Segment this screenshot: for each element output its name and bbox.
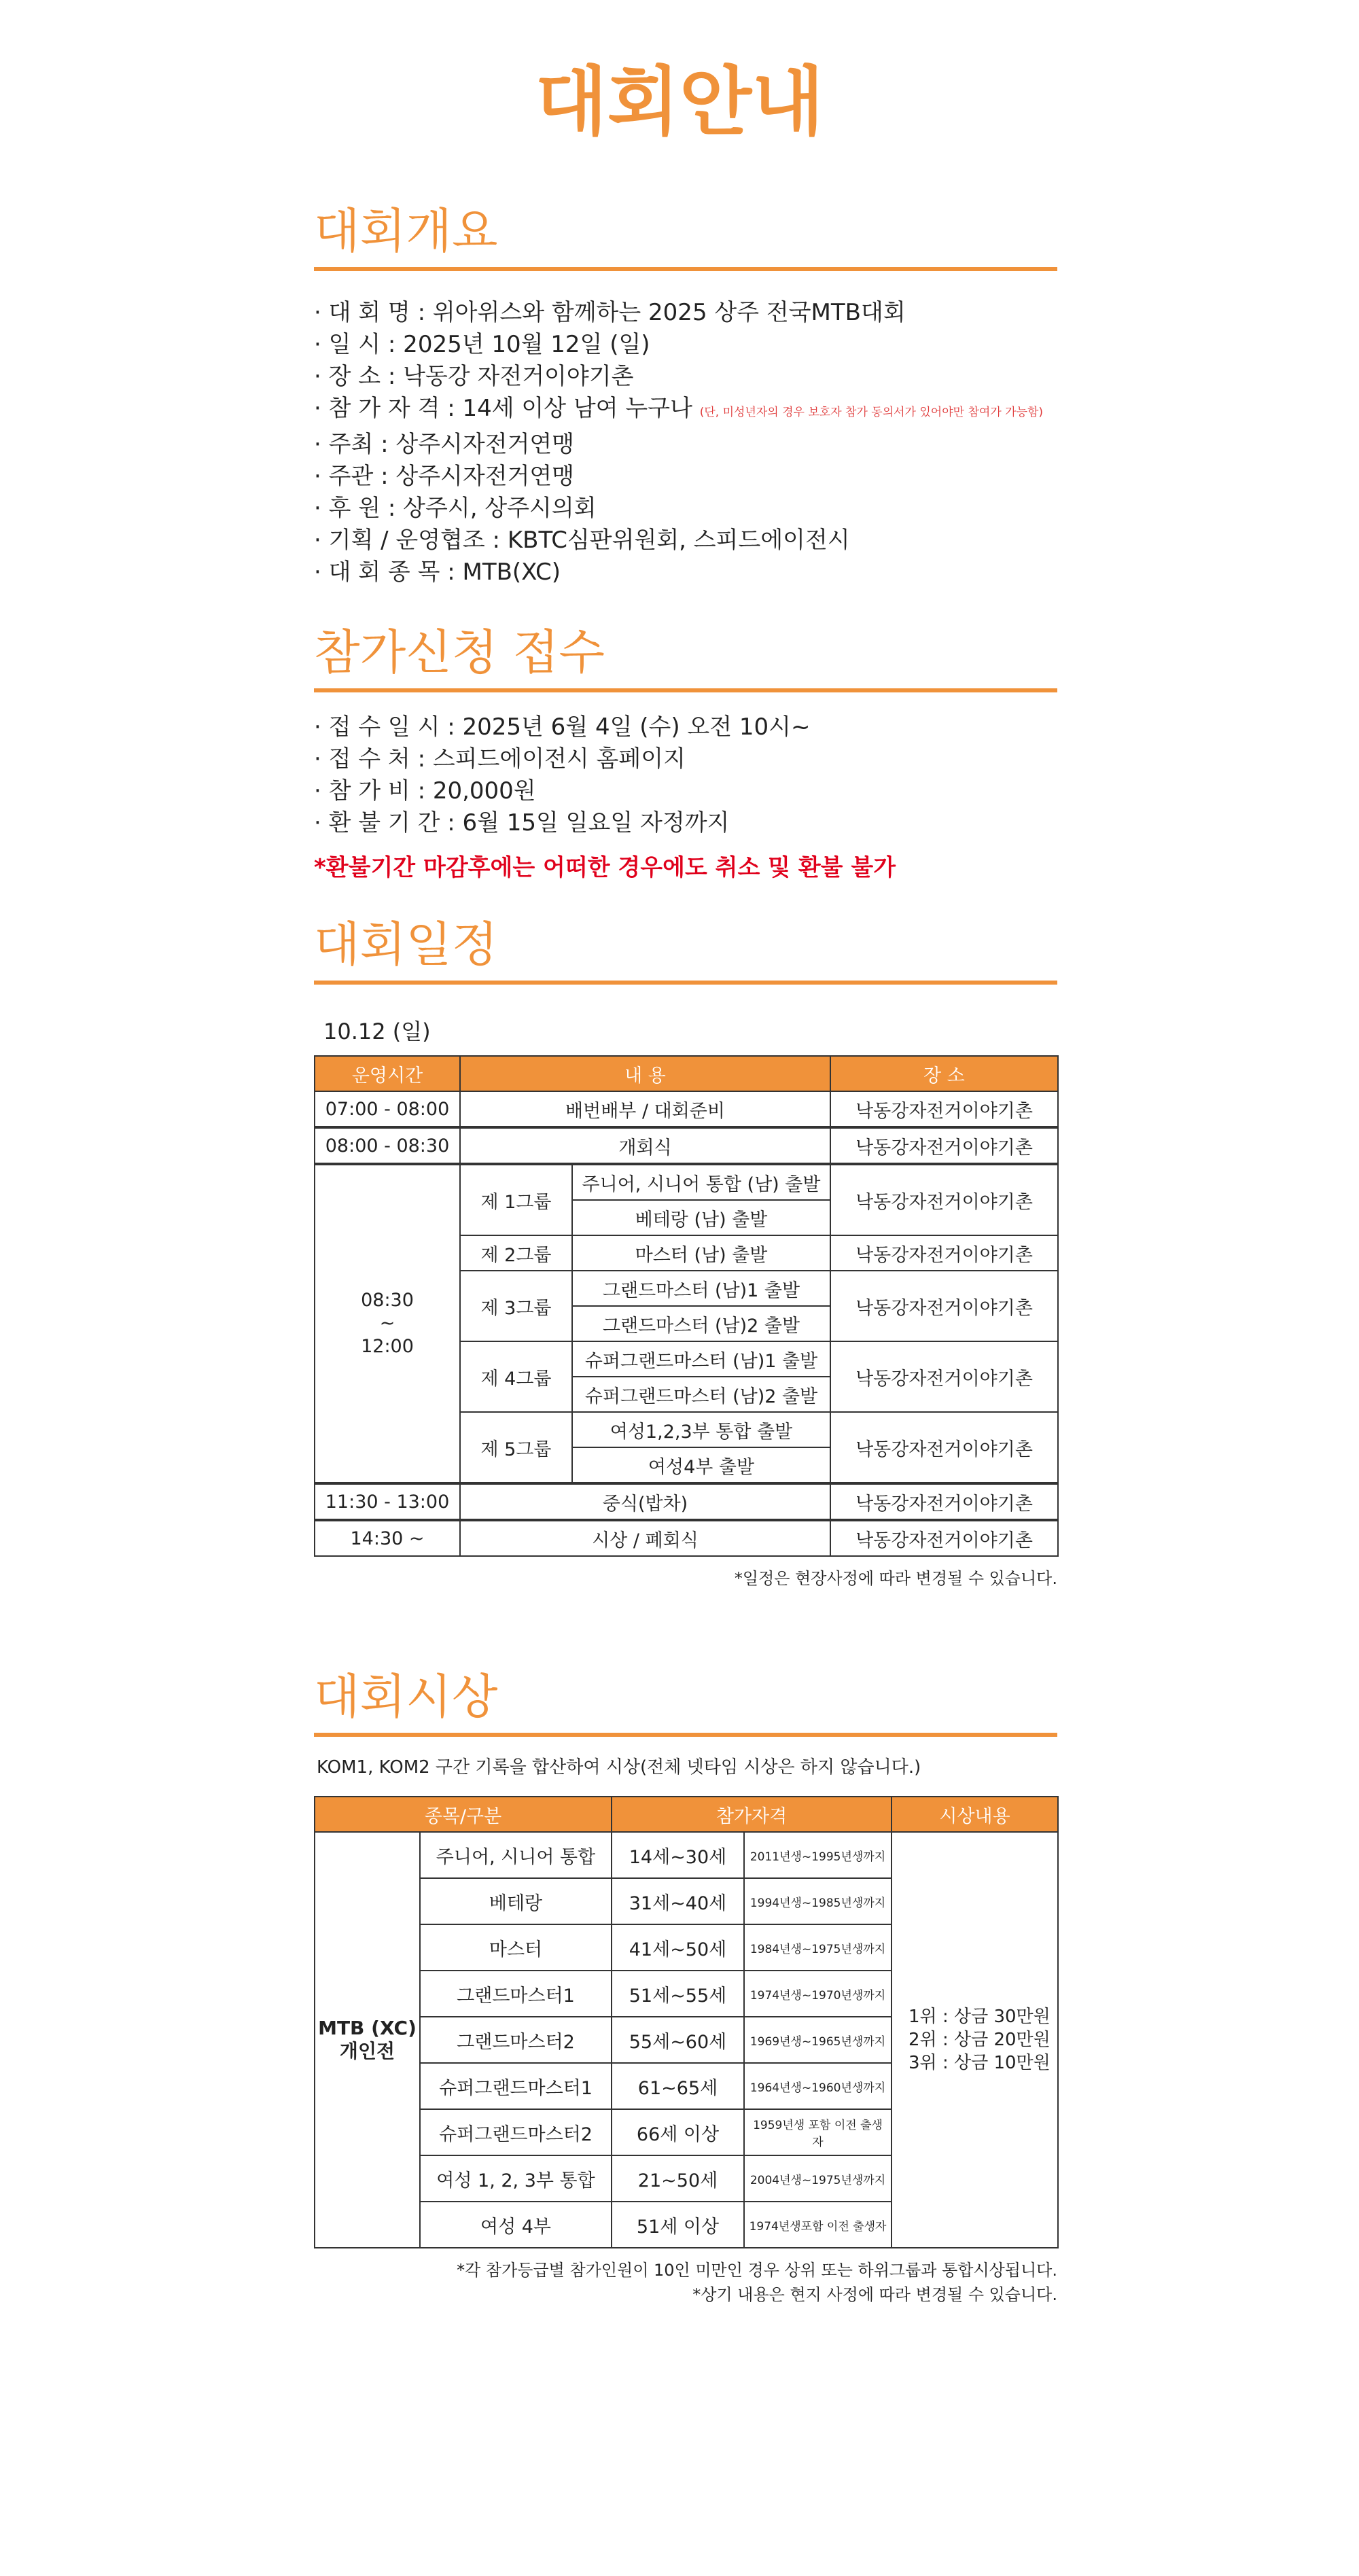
page-title: 대회안내: [535, 58, 824, 145]
table-row: 베테랑 (남) 출발: [315, 1200, 1058, 1235]
table-row: 11:30 - 13:00 중식(밥차) 낙동강자전거이야기촌: [315, 1483, 1058, 1520]
table-row: 마스터 41세~50세 1984년생~1975년생까지: [315, 1924, 1058, 1971]
race-time: 08:30 ~ 12:00: [315, 1164, 460, 1483]
list-item: · 대 회 종 목 : MTB(XC): [314, 559, 561, 586]
list-item: · 참 가 자 격 : 14세 이상 남여 누구나 (단, 미성년자의 경우 보호자 참가 동의서가 있어야만 참여가 가능함): [314, 395, 1044, 422]
list-item: · 주최 : 상주시자전거연맹: [314, 431, 575, 458]
header-eligibility: 참가자격: [612, 1797, 892, 1832]
registration-section: [314, 624, 1057, 882]
table-row: 14:30 ~ 시상 / 폐회식 낙동강자전거이야기촌: [315, 1520, 1058, 1556]
schedule-section: [314, 917, 1057, 1591]
table-header-row: [315, 1056, 1058, 1091]
schedule-heading: 대회일정: [314, 921, 1057, 985]
awards-heading: 대회시상: [314, 1673, 1057, 1737]
schedule-table: [314, 1055, 1059, 1557]
overview-heading: 대회개요: [314, 207, 1057, 271]
table-row: 여성 4부 51세 이상 1974년생포함 이전 출생자: [315, 2202, 1058, 2248]
header-category: 종목/구분: [315, 1797, 612, 1832]
table-row: 제 2그룹 마스터 (남) 출발 낙동강자전거이야기촌: [315, 1235, 1058, 1271]
awards-table: [314, 1796, 1059, 2248]
table-row: 슈퍼그랜드마스터2 66세 이상 1959년생 포함 이전 출생자: [315, 2109, 1058, 2155]
header-place: 장 소: [830, 1056, 1058, 1091]
list-item: · 접 수 처 : 스피드에이전시 홈페이지: [314, 745, 686, 773]
header-content: 내 용: [460, 1056, 830, 1091]
table-row: 베테랑 31세~40세 1994년생~1985년생까지: [315, 1878, 1058, 1924]
list-item: · 주관 : 상주시자전거연맹: [314, 463, 575, 490]
eligibility-note: (단, 미성년자의 경우 보호자 참가 동의서가 있어야만 참여가 가능함): [699, 406, 1044, 419]
table-header-row: [315, 1797, 1058, 1832]
table-row: 그랜드마스터 (남)2 출발: [315, 1306, 1058, 1341]
table-row: 제 3그룹 그랜드마스터 (남)1 출발 낙동강자전거이야기촌: [315, 1271, 1058, 1306]
table-row: 제 4그룹 슈퍼그랜드마스터 (남)1 출발 낙동강자전거이야기촌: [315, 1341, 1058, 1377]
event-name: MTB (XC) 개인전: [315, 1832, 420, 2248]
overview-list: [314, 297, 1057, 588]
awards-description: KOM1, KOM2 구간 기록을 합산하여 시상(전체 넷타임 시상은 하지 않습니다.): [317, 1757, 921, 1778]
list-item: · 기획 / 운영협조 : KBTC심판위원회, 스피드에이전시: [314, 527, 850, 554]
table-row: 08:00 - 08:30 개회식 낙동강자전거이야기촌: [315, 1127, 1058, 1164]
table-row: 08:30 ~ 12:00 제 1그룹 주니어, 시니어 통합 (남) 출발 낙동강자전거이야기촌: [315, 1164, 1058, 1200]
awards-section: [314, 1669, 1057, 2307]
prize-list: 1위 : 상금 30만원 2위 : 상금 20만원 3위 : 상금 10만원: [892, 1832, 1058, 2248]
table-row: MTB (XC) 개인전 주니어, 시니어 통합 14세~30세 2011년생~1995년생까지 1위 : 상금 30만원 2위 : 상금 20만원 3위 : 상금 10만원: [315, 1832, 1058, 1878]
refund-warning: *환불기간 마감후에는 어떠한 경우에도 취소 및 환불 불가: [314, 854, 896, 881]
schedule-note: *일정은 현장사정에 따라 변경될 수 있습니다.: [734, 1569, 1057, 1588]
table-row: 그랜드마스터1 51세~55세 1974년생~1970년생까지: [315, 1971, 1058, 2017]
list-item: · 일 시 : 2025년 10월 12일 (일): [314, 331, 650, 358]
list-item: · 후 원 : 상주시, 상주시의회: [314, 495, 597, 522]
registration-list: [314, 711, 1057, 839]
table-row: 슈퍼그랜드마스터 (남)2 출발: [315, 1377, 1058, 1412]
table-row: 여성 1, 2, 3부 통합 21~50세 2004년생~1975년생까지: [315, 2155, 1058, 2202]
header-prize: 시상내용: [892, 1797, 1058, 1832]
table-row: 여성4부 출발: [315, 1447, 1058, 1483]
list-item: · 접 수 일 시 : 2025년 6월 4일 (수) 오전 10시~: [314, 713, 811, 741]
overview-section: [314, 203, 1057, 588]
list-item: · 대 회 명 : 위아위스와 함께하는 2025 상주 전국MTB대회: [314, 299, 906, 326]
table-row: 제 5그룹 여성1,2,3부 통합 출발 낙동강자전거이야기촌: [315, 1412, 1058, 1447]
schedule-date: 10.12 (일): [323, 1019, 431, 1044]
list-item: · 장 소 : 낙동강 자전거이야기촌: [314, 363, 634, 390]
table-row: 07:00 - 08:00 배번배부 / 대회준비 낙동강자전거이야기촌: [315, 1091, 1058, 1127]
header-time: 운영시간: [315, 1056, 460, 1091]
table-row: 그랜드마스터2 55세~60세 1969년생~1965년생까지: [315, 2017, 1058, 2063]
registration-heading: 참가신청 접수: [314, 629, 1057, 692]
awards-notes: *각 참가등급별 참가인원이 10인 미만인 경우 상위 또는 하위그룹과 통합시상됩니다. *상기 내용은 현지 사정에 따라 변경될 수 있습니다.: [457, 2261, 1057, 2304]
table-row: 슈퍼그랜드마스터1 61~65세 1964년생~1960년생까지: [315, 2063, 1058, 2109]
list-item: · 환 불 기 간 : 6월 15일 일요일 자정까지: [314, 809, 730, 836]
list-item: · 참 가 비 : 20,000원: [314, 777, 536, 805]
